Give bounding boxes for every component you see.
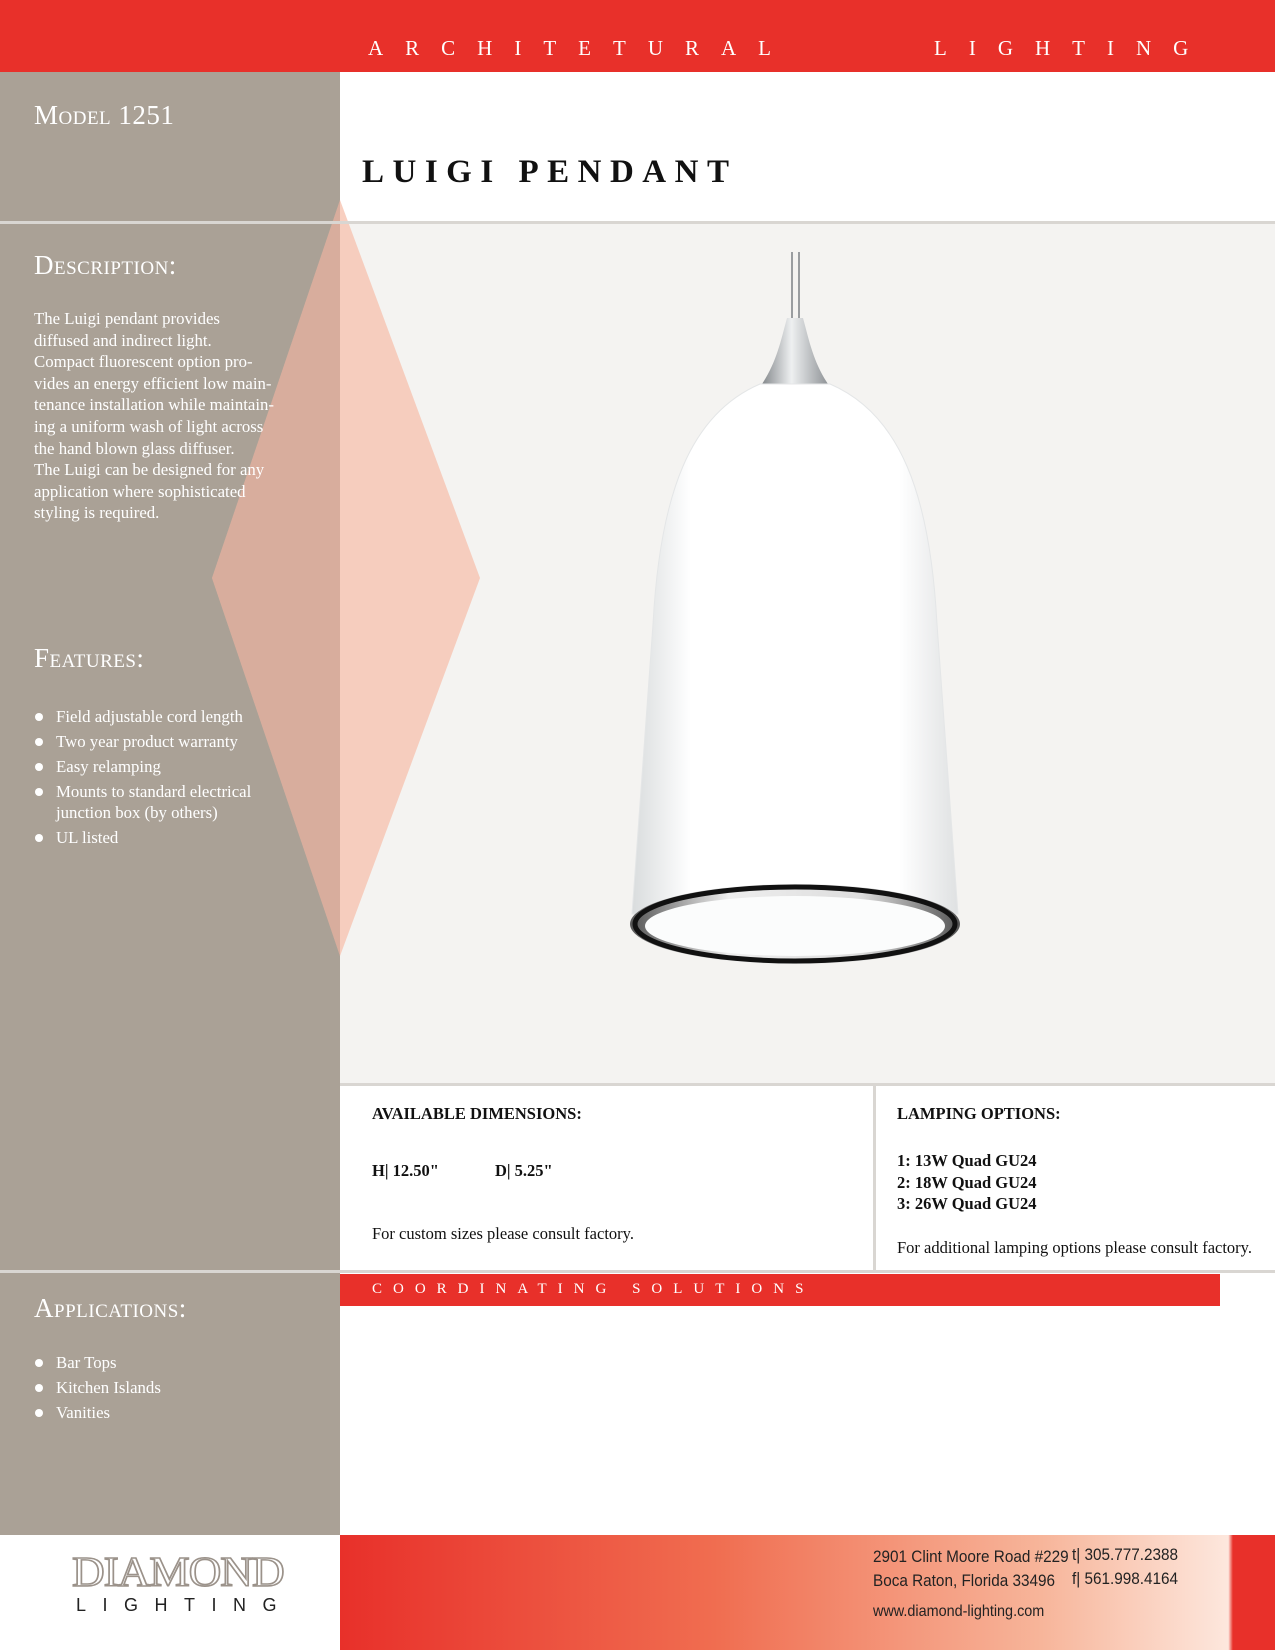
applications-list bbox=[34, 1352, 161, 1427]
bullet-icon bbox=[35, 738, 43, 746]
description-line: styling is required. bbox=[34, 503, 160, 523]
features-heading: Features: bbox=[34, 643, 145, 673]
lamp-cap bbox=[760, 318, 830, 387]
lamp-shade bbox=[632, 384, 958, 914]
lamp-lens bbox=[645, 896, 945, 956]
bullet-icon bbox=[35, 834, 43, 842]
description-line: Compact fluorescent option pro- bbox=[34, 352, 253, 372]
footer-website: www.diamond-lighting.com bbox=[873, 1603, 1045, 1620]
dimension-diameter: D| 5.25" bbox=[495, 1161, 553, 1180]
lamping-option: 3: 26W Quad GU24 bbox=[897, 1194, 1037, 1213]
list-item: Mounts to standard electrical junction box (by others) bbox=[34, 781, 304, 823]
separator-specs-vertical bbox=[873, 1086, 876, 1270]
footer-bar bbox=[340, 1535, 1275, 1650]
description-text bbox=[34, 308, 274, 524]
logo-wordmark-top: DIAMOND bbox=[72, 1550, 284, 1596]
description-line: The Luigi pendant provides bbox=[34, 309, 220, 328]
header-word-lighting: LIGHTING bbox=[934, 36, 1211, 60]
description-line: The Luigi can be designed for any bbox=[34, 460, 265, 480]
model-number: Model 1251 bbox=[34, 100, 175, 130]
dimensions-heading: AVAILABLE DIMENSIONS: bbox=[372, 1104, 582, 1123]
list-item: UL listed bbox=[34, 827, 304, 848]
bullet-icon bbox=[35, 763, 43, 771]
list-item: Two year product warranty bbox=[34, 731, 304, 752]
bullet-icon bbox=[35, 1409, 43, 1417]
footer-fax: f| 561.998.4164 bbox=[1072, 1569, 1179, 1588]
bullet-icon bbox=[35, 713, 43, 721]
pendant-lamp-image bbox=[340, 224, 1275, 1084]
list-item: Kitchen Islands bbox=[34, 1377, 161, 1398]
description-heading: Description: bbox=[34, 250, 177, 280]
logo-wordmark-bottom: LIGHTING bbox=[76, 1595, 294, 1615]
applications-heading: Applications: bbox=[34, 1293, 187, 1323]
coordinating-solutions-label: COORDINATING SOLUTIONS bbox=[372, 1281, 815, 1297]
bullet-icon bbox=[35, 1384, 43, 1392]
lamping-option: 2: 18W Quad GU24 bbox=[897, 1172, 1037, 1192]
list-item: Easy relamping bbox=[34, 756, 304, 777]
diamond-lighting-logo bbox=[72, 1550, 327, 1616]
bullet-icon bbox=[35, 788, 43, 796]
lamping-option: 1: 13W Quad GU24 bbox=[897, 1151, 1037, 1170]
footer-address-line2: Boca Raton, Florida 33496 bbox=[873, 1571, 1056, 1590]
list-item: Vanities bbox=[34, 1402, 161, 1423]
page-title: LUIGI PENDANT bbox=[362, 154, 738, 190]
description-line: diffused and indirect light. bbox=[34, 330, 212, 350]
header-word-architectural: ARCHITETURAL bbox=[368, 36, 793, 60]
lamping-options-list bbox=[897, 1150, 1037, 1215]
lamping-heading: LAMPING OPTIONS: bbox=[897, 1104, 1061, 1123]
coordinating-solutions-bar bbox=[340, 1274, 1220, 1306]
description-line: application where sophisticated bbox=[34, 481, 246, 501]
footer-phone: t| 305.777.2388 bbox=[1072, 1545, 1179, 1564]
list-item: Bar Tops bbox=[34, 1352, 161, 1373]
description-line: the hand blown glass diffuser. bbox=[34, 438, 235, 458]
footer-address-line1: 2901 Clint Moore Road #229 bbox=[873, 1547, 1069, 1566]
dimension-height: H| 12.50" bbox=[372, 1161, 439, 1180]
features-list bbox=[34, 706, 304, 852]
description-line: ing a uniform wash of light across bbox=[34, 416, 264, 436]
separator-specs-bottom bbox=[0, 1270, 1275, 1273]
description-line: tenance installation while maintain- bbox=[34, 395, 274, 415]
list-item: Field adjustable cord length bbox=[34, 706, 304, 727]
lamping-note: For additional lamping options please consult factory. bbox=[897, 1238, 1252, 1257]
description-line: vides an energy efficient low main- bbox=[34, 373, 272, 393]
dimensions-note: For custom sizes please consult factory. bbox=[372, 1224, 634, 1243]
bullet-icon bbox=[35, 1359, 43, 1367]
